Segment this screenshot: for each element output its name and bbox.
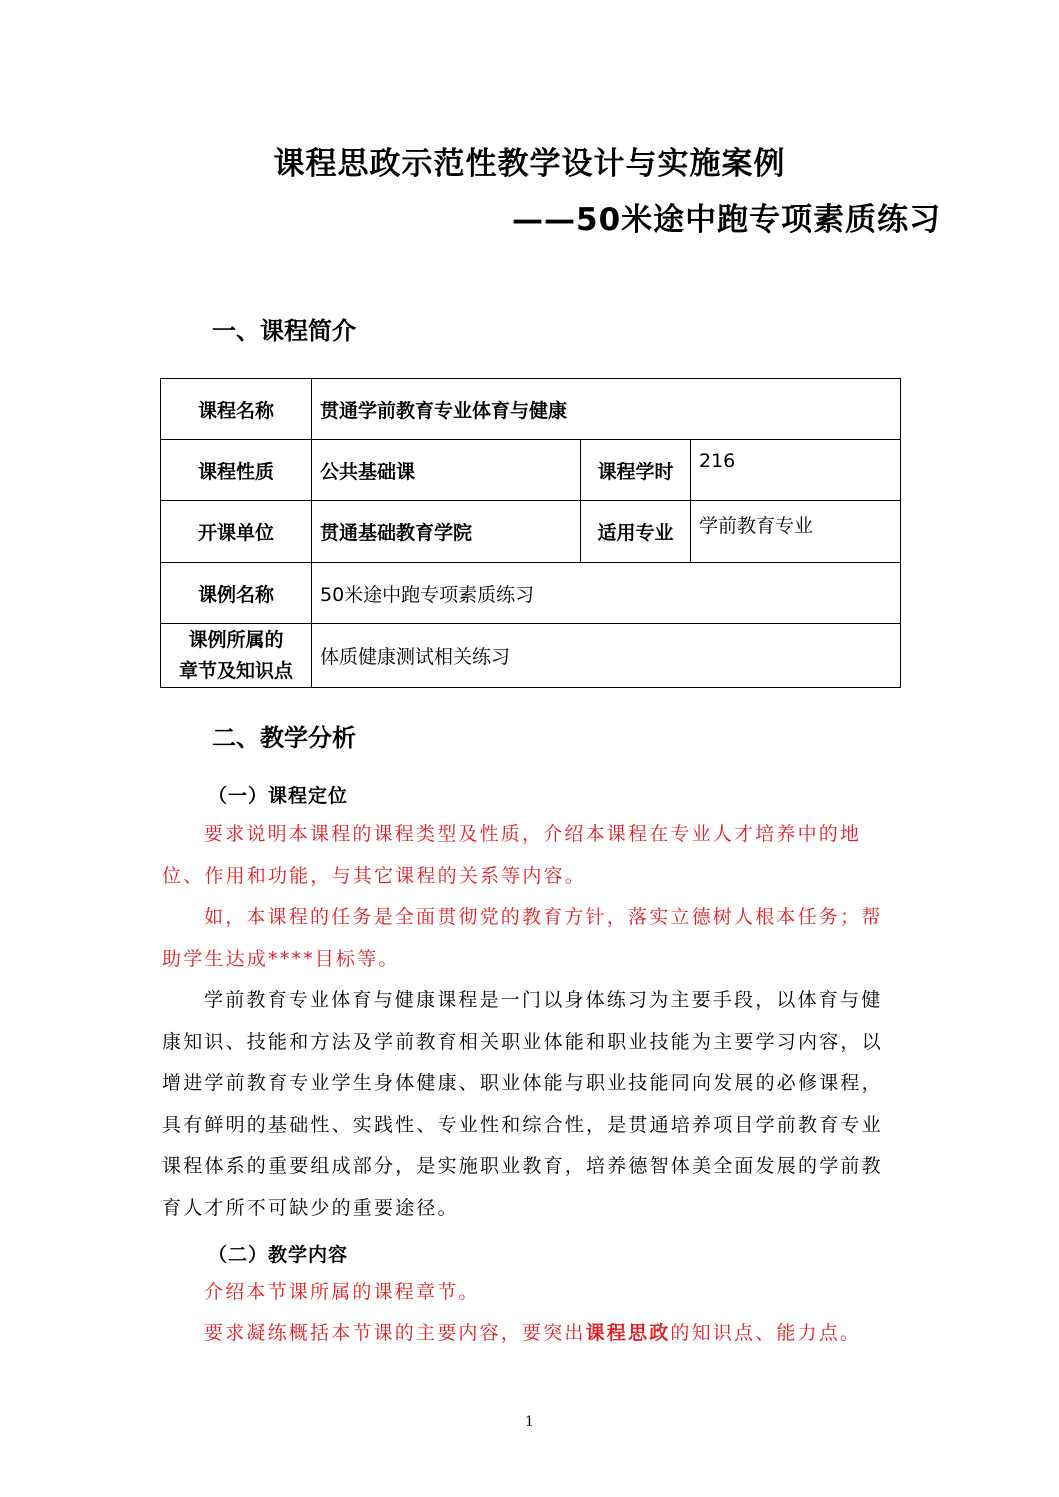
page-number: 1	[525, 1414, 534, 1430]
table-row	[161, 379, 901, 440]
example-paragraph: 如，本课程的任务是全面贯彻党的教育方针，落实立德树人根本任务；帮助学生达成****目标等。	[162, 906, 883, 970]
course-name-label: 课程名称	[161, 379, 312, 440]
major-value: 学前教育专业	[691, 501, 901, 563]
course-positioning-paragraph: 学前教育专业体育与健康课程是一门以身体练习为主要手段，以体育与健康知识、技能和方法及学前教育相关职业体能和职业技能为主要学习内容，以增进学前教育专业学生身体健康、职业体能与职业技能同向发展的必修课程，具有鲜明的基础性、实践性、专业性和综合性，是贯通培养项目学前教育专业课程体系的重要组成部分，是实施职业教育，培养德智体美全面发展的学前教育人才所不可缺少的重要途径。	[162, 989, 883, 1219]
department-value: 贯通基础教育学院	[312, 501, 581, 563]
table-row	[161, 501, 901, 563]
document-title: 课程思政示范性教学设计与实施案例	[273, 146, 786, 182]
course-name-value: 贯通学前教育专业体育与健康	[312, 379, 901, 440]
department-label: 开课单位	[161, 501, 312, 563]
subsection-heading-course-positioning: （一）课程定位	[208, 785, 349, 807]
ideological-emphasis: 课程思政	[585, 1322, 671, 1344]
subsection-heading-teaching-content: （二）教学内容	[208, 1244, 349, 1266]
major-label: 适用专业	[581, 501, 691, 563]
table-row	[161, 624, 901, 688]
content-instruction-paragraph	[162, 1313, 887, 1355]
table-row	[161, 440, 901, 501]
content-instruction-text-b: 的知识点、能力点。	[670, 1322, 862, 1344]
course-hours-value: 216	[691, 440, 901, 501]
table-row	[161, 563, 901, 624]
lesson-name-label: 课例名称	[161, 563, 312, 624]
chapter-knowledge-value: 体质健康测试相关练习	[312, 624, 901, 688]
lesson-name-value: 50米途中跑专项素质练习	[312, 563, 901, 624]
course-type-value: 公共基础课	[312, 440, 581, 501]
chapter-knowledge-label-line2: 章节及知识点	[178, 659, 293, 682]
chapter-knowledge-label	[161, 624, 312, 688]
course-info-table	[160, 378, 901, 688]
instruction-paragraph: 要求说明本课程的课程类型及性质，介绍本课程在专业人才培养中的地位、作用和功能，与其它课程的关系等内容。	[162, 823, 862, 887]
content-instruction-text-a: 要求凝练概括本节课的主要内容，要突出	[204, 1322, 586, 1344]
chapter-knowledge-label-line1: 课例所属的	[188, 628, 284, 651]
course-type-label: 课程性质	[161, 440, 312, 501]
section-heading-course-intro: 一、课程简介	[212, 317, 356, 345]
document-subtitle: ——50米途中跑专项素质练习	[512, 202, 942, 238]
chapter-instruction-paragraph: 介绍本节课所属的课程章节。	[204, 1281, 480, 1303]
section-heading-teaching-analysis: 二、教学分析	[212, 724, 356, 752]
course-hours-label: 课程学时	[581, 440, 691, 501]
